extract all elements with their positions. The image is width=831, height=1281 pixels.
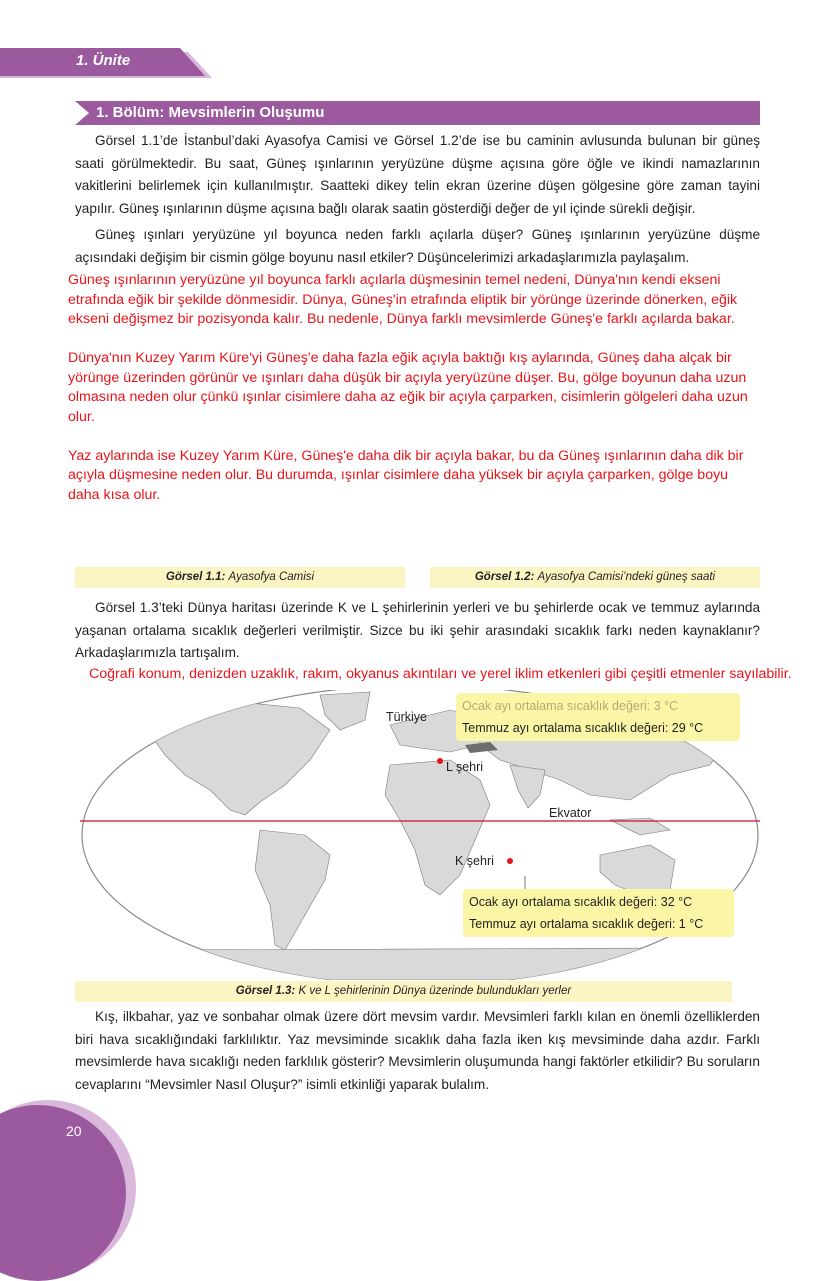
unit-label: 1. Ünite — [76, 52, 131, 69]
paragraph-1: Görsel 1.1’de İstanbul’daki Ayasofya Camisi ve Görsel 1.2’de ise bu caminin avlusunda bulunan bir güneş saati görülmektedir. Bu saat, Güneş ışınlarının yeryüzüne düşme açısına göre öğle ve ikindi namazlarının vakitlerini belirlemek için kullanılmıştır. Saatteki dikey telin ekran üzerine düşen gölgesine göre zaman tayini yapılır. Güneş ışınlarının düşme açısına bağlı olarak saatin gösterdiği değer de yıl içinde sürekli değişir. — [75, 133, 760, 216]
caption-gorsel-1-3 — [75, 981, 732, 1002]
paragraph-3: Görsel 1.3’teki Dünya haritası üzerinde K ve L şehirlerinin yerleri ve bu şehirlerde ocak ve temmuz aylarında yaşanan ortalama sıcaklık değerleri verilmiştir. Sizce bu iki şehir arasındaki sıcaklık farkı neden kaynaklanır? Arkadaşlarımızla tartışalım. — [75, 600, 760, 660]
caption-1-text: Ayasofya Camisi — [228, 571, 315, 583]
k-january-temp: Ocak ayı ortalama sıcaklık değeri: 32 °C — [469, 895, 693, 909]
section-arrow-icon — [75, 101, 89, 125]
k-july-temp: Temmuz ayı ortalama sıcaklık değeri: 1 °C — [469, 917, 704, 931]
answer-4: Coğrafi konum, denizden uzaklık, rakım, okyanus akıntıları ve yerel iklim etkenleri gibi çeşitli etmenler sayılabilir. — [89, 666, 792, 682]
question-paragraph — [75, 224, 760, 269]
l-july-temp: Temmuz ayı ortalama sıcaklık değeri: 29 °C — [462, 721, 704, 735]
caption-gorsel-1-2 — [430, 567, 760, 588]
k-city-temperature-box — [463, 889, 734, 937]
answer-1: Güneş ışınlarının yeryüzüne yıl boyunca farklı açılarla düşmesinin temel nedeni, Dünya'nın kendi ekseni etrafında eğik bir şekilde dönmesidir. Dünya, Güneş'in etrafında eliptik bir yörünge üzerinde dönerken, eğik ekseni değişmez bir pozisyonda kalır. Bu nedenle, Dünya farklı mevsimlerde Güneş'e farklı açılarda bakar. — [68, 272, 738, 327]
equator-label: Ekvator — [549, 806, 592, 820]
caption-2-text: Ayasofya Camisi’ndeki güneş saati — [537, 571, 716, 583]
k-city-dot — [507, 858, 513, 864]
caption-3-label: Görsel 1.3: — [235, 985, 296, 997]
turkey-label: Türkiye — [386, 710, 427, 724]
k-city-label: K şehri — [455, 854, 494, 868]
caption-3-text: K ve L şehirlerinin Dünya üzerinde bulundukları yerler — [298, 985, 572, 997]
caption-1-label: Görsel 1.1: — [165, 571, 226, 583]
antarctica-shape — [130, 948, 710, 980]
section-title: 1. Bölüm: Mevsimlerin Oluşumu — [96, 104, 325, 121]
intro-paragraph — [75, 130, 760, 220]
caption-gorsel-1-1 — [75, 567, 405, 588]
map-question-paragraph — [75, 597, 760, 665]
paragraph-2: Güneş ışınları yeryüzüne yıl boyunca neden farklı açılarla düşer? Güneş ışınlarının yeryüzüne düşme açısındaki değişim bir cismin gölge boyunu nasıl etkiler? Düşüncelerimizi arkadaşlarımızla paylaşalım. — [75, 227, 760, 265]
page-number: 20 — [66, 1123, 82, 1139]
l-january-temp: Ocak ayı ortalama sıcaklık değeri: 3 °C — [462, 699, 679, 713]
l-city-label: L şehri — [446, 760, 484, 774]
l-city-temperature-box — [456, 693, 740, 741]
l-city-dot — [437, 758, 443, 764]
answer-2: Dünya'nın Kuzey Yarım Küre'yi Güneş'e daha fazla eğik açıyla baktığı kış aylarında, Güneş daha alçak bir yörünge üzerinden görünür ve ışınları daha düşük bir açıyla yeryüzüne düşer. Bu, gölge boyunun daha uzun olmasına neden olur çünkü ışınlar cisimlere daha az eğik bir açıyla çarparken, cisimlerin gölgeleri daha uzun olur. — [68, 350, 748, 425]
seasons-paragraph — [75, 1006, 760, 1096]
answer-3: Yaz aylarında ise Kuzey Yarım Küre, Güneş'e daha dik bir açıyla bakar, bu da Güneş ışınlarının daha dik bir açıyla düşmesine neden olur. Bu durumda, ışınlar cisimlere daha yüksek bir açıyla çarparken, gölge boyu daha kısa olur. — [68, 447, 744, 503]
caption-2-label: Görsel 1.2: — [474, 571, 535, 583]
answer-block — [68, 271, 763, 525]
paragraph-4: Kış, ilkbahar, yaz ve sonbahar olmak üzere dört mevsim vardır. Mevsimleri farklı kılan en önemli özelliklerden biri hava sıcaklığındaki farklılıktır. Yaz mevsiminde sıcaklık daha fazla iken kış mevsiminde daha azdır. Farklı mevsimlerde hava sıcaklığı neden farklılık gösterir? Mevsimlerin oluşumunda hangi faktörler etkilidir? Bu soruların cevaplarını “Mevsimler Nasıl Oluşur?” isimli etkinliği yaparak bulalım. — [75, 1009, 760, 1092]
